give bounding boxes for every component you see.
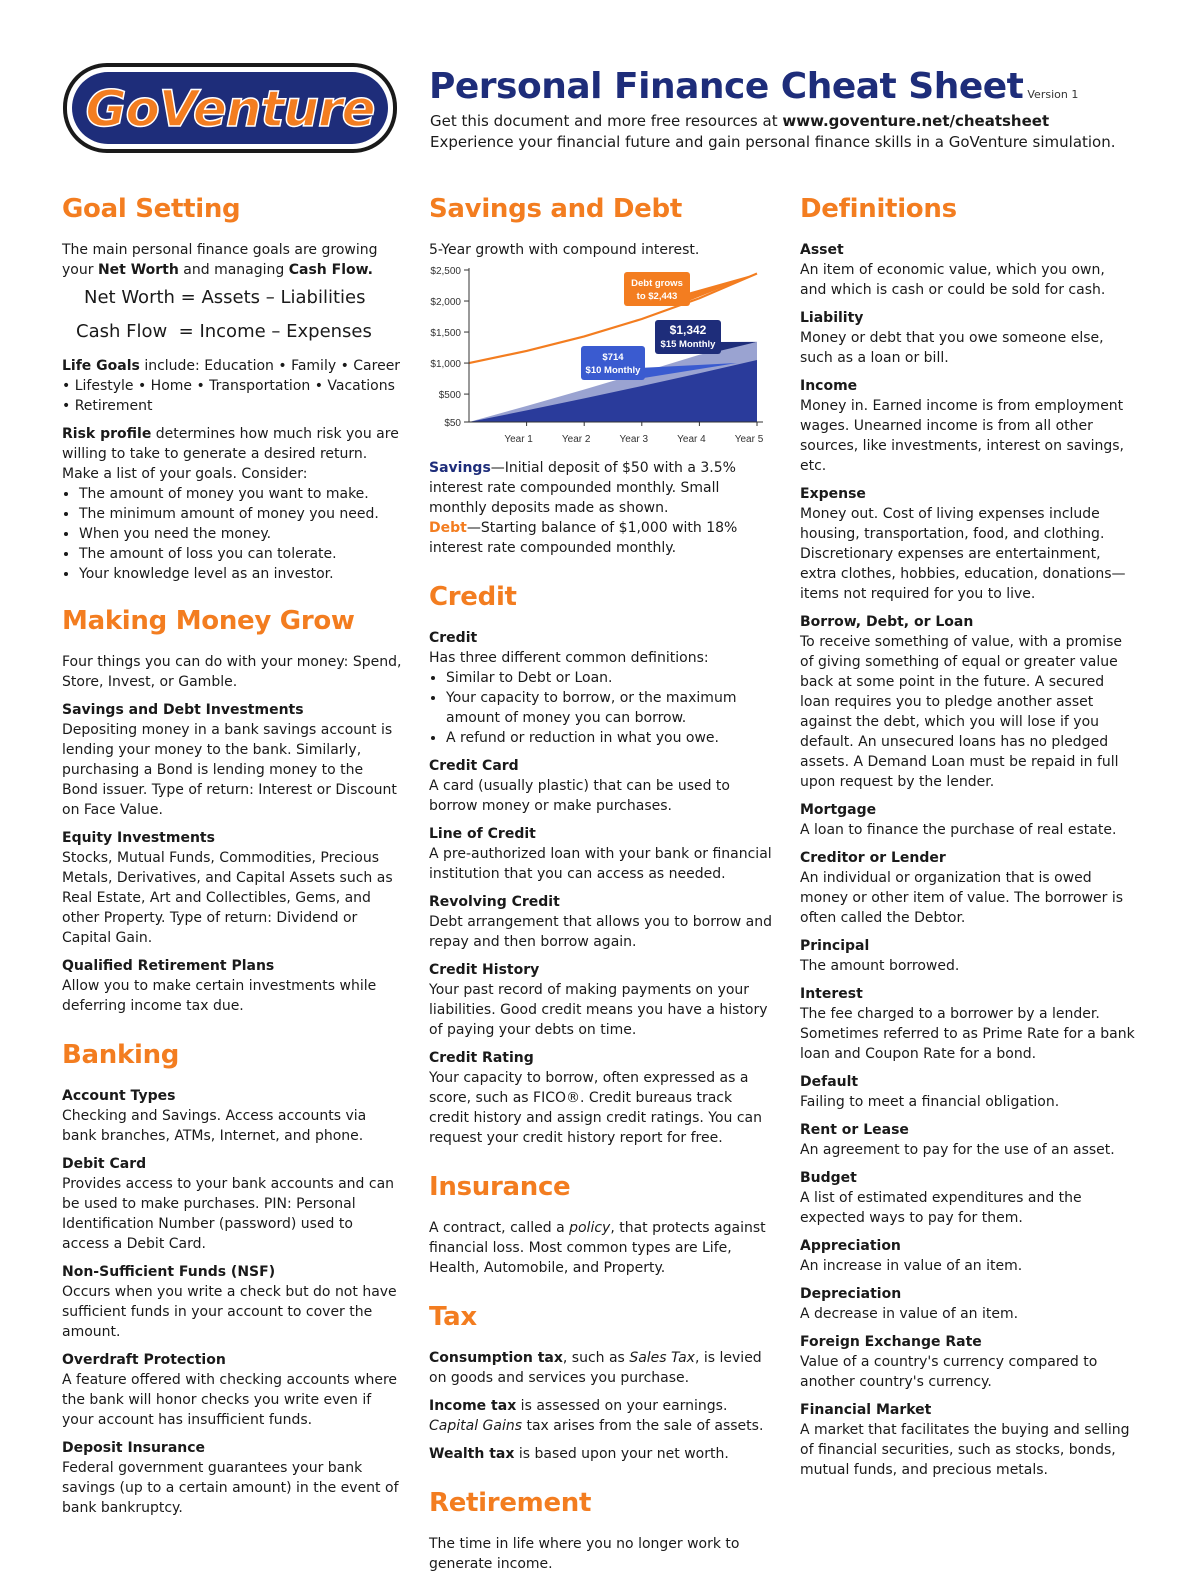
definition-text: Money or debt that you owe someone else, such as a loan or bill. (800, 330, 1104, 366)
definition-entry: Credit Card A card (usually plastic) that can be used to borrow money or make purchases. (429, 758, 730, 814)
life-goals: Life Goals include: Education • Family • Career • Lifestyle • Home • Transportation • Vacations • Retirement (62, 358, 401, 414)
definition-term: Borrow, Debt, or Loan (800, 614, 974, 630)
version-label: Version 1 (1027, 88, 1079, 101)
definition-term: Creditor or Lender (800, 850, 946, 866)
resources-link[interactable]: www.goventure.net/cheatsheet (782, 112, 1050, 130)
risk-considerations (62, 484, 402, 584)
column-middle (429, 192, 774, 1582)
resources-line: Get this document and more free resources at www.goventure.net/cheatsheet (430, 112, 1050, 130)
retirement-text: The time in life where you no longer work to generate income. (429, 1536, 740, 1572)
definition-entry (800, 484, 1135, 604)
definition-text: An agreement to pay for the use of an asset. (800, 1142, 1115, 1158)
definition-entry (800, 240, 1135, 300)
definition-term: Default (800, 1074, 859, 1090)
definition-entry: Non-Sufficient Funds (NSF) Occurs when you write a check but do not have sufficient funds in your account to cover the amount. (62, 1264, 397, 1340)
list-item: • When you need the money. (79, 524, 402, 544)
compound-interest-chart (429, 262, 774, 452)
definition-term: Depreciation (800, 1286, 902, 1302)
callout-label: $714 (602, 352, 624, 363)
insurance-heading: Insurance (429, 1172, 571, 1202)
definition-text: A market that facilitates the buying and selling of financial securities, such as stocks, bonds, mutual funds, and precious metals. (800, 1422, 1130, 1478)
tax-heading: Tax (429, 1302, 477, 1332)
callout-label: $15 Monthly (660, 339, 716, 350)
definition-entry: Credit History Your past record of making payments on your liabilities. Good credit means you have a history of paying your debts on time. (429, 962, 768, 1038)
definition-entry (800, 800, 1135, 840)
definition-term: Mortgage (800, 802, 877, 818)
list-item: • Your capacity to borrow, or the maximum amount of money you can borrow. (446, 688, 774, 728)
making-money-heading: Making Money Grow (62, 606, 355, 636)
page-title: Personal Finance Cheat Sheet Version 1 (429, 66, 1079, 107)
definition-term: Asset (800, 242, 844, 258)
goventure-logo (62, 62, 398, 154)
definition-entry (800, 1120, 1135, 1160)
definition-term: Interest (800, 986, 863, 1002)
definition-text: Failing to meet a financial obligation. (800, 1094, 1060, 1110)
net-worth-formula: Net Worth = Assets – Liabilities (84, 287, 366, 308)
savings-note: Savings—Initial deposit of $50 with a 3.5% interest rate compounded monthly. Small monthly deposits made as shown. (429, 460, 736, 516)
definition-entry: Savings and Debt Investments Depositing money in a bank savings account is lending your money to the bank. Similarly, purchasing a Bond is lending money to the Bond issuer. Type of return: Interest or Discount on Face Value. (62, 702, 397, 818)
definition-term: Expense (800, 486, 866, 502)
list-item: • Your knowledge level as an investor. (79, 564, 402, 584)
risk-profile: Risk profile determines how much risk you are willing to take to generate a desired return. Make a list of your goals. Consider: (62, 426, 399, 482)
callout-label: Debt grows (631, 278, 683, 289)
list-item: • The amount of loss you can tolerate. (79, 544, 402, 564)
definition-text: An item of economic value, which you own, and which is cash or could be sold for cash. (800, 262, 1106, 298)
definition-text: An individual or organization that is owed money or other item of value. The borrower is often called the Debtor. (800, 870, 1124, 926)
x-tick-label: Year 3 (619, 434, 649, 445)
x-tick-label: Year 4 (677, 434, 706, 445)
column-left (62, 192, 402, 1526)
definition-entry (800, 1236, 1135, 1276)
definition-term: Principal (800, 938, 870, 954)
simulation-line: Experience your financial future and gain personal finance skills in a GoVenture simulation. (430, 133, 1116, 151)
consumption-tax: Consumption tax, such as Sales Tax, is levied on goods and services you purchase. (429, 1350, 762, 1386)
definition-text: A decrease in value of an item. (800, 1306, 1019, 1322)
goal-setting-heading: Goal Setting (62, 194, 241, 224)
definition-entry (800, 1072, 1135, 1112)
y-tick-label: $500 (438, 390, 461, 402)
debt-note: Debt—Starting balance of $1,000 with 18% interest rate compounded monthly. (429, 520, 738, 556)
y-tick-label: $2,500 (430, 266, 461, 277)
list-item: • The minimum amount of money you need. (79, 504, 402, 524)
definition-entry: Revolving Credit Debt arrangement that allows you to borrow and repay and then borrow again. (429, 894, 772, 950)
definition-entry (800, 1284, 1135, 1324)
list-item: • Similar to Debt or Loan. (446, 668, 774, 688)
y-tick-label: $1,500 (430, 328, 461, 340)
savings-debt-heading: Savings and Debt (429, 194, 682, 224)
column-right (800, 192, 1135, 1488)
definition-text: To receive something of value, with a promise of giving something of equal or greater value back at some point in the future. A secured loan requires you to pledge another asset against the debt, which you will lose if you default. An unsecured loans has no pledged assets. A Demand Loan must be repaid in full upon request by the lender. (800, 634, 1122, 790)
definition-entry (800, 1332, 1135, 1392)
definition-entry: Credit Rating Your capacity to borrow, often expressed as a score, such as FICO®. Credit bureaus track credit history and assign credit ratings. You can request your credit history report for free. (429, 1050, 763, 1146)
y-tick-label: $2,000 (430, 297, 461, 309)
definitions-list (800, 240, 1135, 1480)
callout-label: $1,342 (669, 323, 707, 337)
definition-entry (800, 848, 1135, 928)
definition-term: Financial Market (800, 1402, 932, 1418)
definition-term: Income (800, 378, 858, 394)
callout-label: $10 Monthly (585, 365, 641, 376)
definition-entry: Credit Has three different common definitions: (429, 630, 709, 666)
definition-text: An increase in value of an item. (800, 1258, 1023, 1274)
definition-entry: Overdraft Protection A feature offered with checking accounts where the bank will honor checks you write even if your account has insufficient funds. (62, 1352, 398, 1428)
retirement-heading: Retirement (429, 1488, 592, 1518)
cash-flow-formula: Cash Flow = Income – Expenses (76, 321, 372, 342)
y-tick-label: $1,000 (430, 359, 461, 371)
definition-entry (800, 1168, 1135, 1228)
definition-entry: Equity Investments Stocks, Mutual Funds, Commodities, Precious Metals, Derivatives, and Capital Assets such as Real Estate, Art and Collectibles, Gems, and other Property. Type of return: Dividend or Capital Gain. (62, 830, 393, 946)
definition-entry (800, 936, 1135, 976)
list-item: • The amount of money you want to make. (79, 484, 402, 504)
definition-text: Money in. Earned income is from employment wages. Unearned income is from all other sources, like investments, interest on savings, etc. (800, 398, 1124, 474)
savings-debt-intro: 5-Year growth with compound interest. (429, 242, 700, 258)
definitions-heading: Definitions (800, 194, 957, 224)
definition-entry: Line of Credit A pre-authorized loan with your bank or financial institution that you can access as needed. (429, 826, 772, 882)
definition-text: Money out. Cost of living expenses include housing, transportation, food, and clothing. Discretionary expenses are entertainment, extra clothes, hobbies, education, donations—items not required for you to live. (800, 506, 1126, 602)
definition-term: Appreciation (800, 1238, 901, 1254)
definition-entry (800, 376, 1135, 476)
income-tax: Income tax is assessed on your earnings. Capital Gains tax arises from the sale of assets. (429, 1398, 764, 1434)
x-tick-label: Year 2 (561, 434, 591, 445)
insurance-text: A contract, called a policy, that protects against financial loss. Most common types are Life, Health, Automobile, and Property. (429, 1220, 766, 1276)
logo-text: GoVenture (85, 80, 375, 138)
making-money-intro: Four things you can do with your money: Spend, Store, Invest, or Gamble. (62, 654, 402, 690)
definition-term: Rent or Lease (800, 1122, 909, 1138)
x-tick-label: Year 5 (734, 434, 764, 445)
definition-text: The amount borrowed. (800, 958, 960, 974)
definition-entry: Account Types Checking and Savings. Access accounts via bank branches, ATMs, Internet, and phone. (62, 1088, 367, 1144)
definition-entry: Qualified Retirement Plans Allow you to make certain investments while deferring income tax due. (62, 958, 377, 1014)
definition-entry: Debit Card Provides access to your bank accounts and can be used to make purchases. PIN: Personal Identification Number (password) used to access a Debit Card. (62, 1156, 395, 1252)
definition-entry (800, 1400, 1135, 1480)
definition-entry: Deposit Insurance Federal government guarantees your bank savings (up to a certain amount) in the event of bank bankruptcy. (62, 1440, 399, 1516)
definition-term: Liability (800, 310, 864, 326)
definition-entry (800, 308, 1135, 368)
goal-setting-intro: The main personal finance goals are growing your Net Worth and managing Cash Flow. (62, 242, 378, 278)
credit-definitions-list (429, 668, 774, 748)
banking-heading: Banking (62, 1040, 180, 1070)
definition-entry (800, 612, 1135, 792)
wealth-tax: Wealth tax is based upon your net worth. (429, 1446, 729, 1462)
definition-text: The fee charged to a borrower by a lender. Sometimes referred to as Prime Rate for a bank loan and Coupon Rate for a bond. (800, 1006, 1135, 1062)
list-item: • A refund or reduction in what you owe. (446, 728, 774, 748)
x-tick-label: Year 1 (504, 434, 533, 445)
definition-text: A list of estimated expenditures and the expected ways to pay for them. (800, 1190, 1082, 1226)
definition-term: Foreign Exchange Rate (800, 1334, 982, 1350)
definition-text: Value of a country's currency compared to another country's currency. (800, 1354, 1098, 1390)
callout-label: to $2,443 (636, 291, 678, 302)
definition-term: Budget (800, 1170, 857, 1186)
y-tick-label: $50 (444, 418, 461, 429)
credit-heading: Credit (429, 582, 517, 612)
definition-entry (800, 984, 1135, 1064)
definition-text: A loan to finance the purchase of real estate. (800, 822, 1117, 838)
